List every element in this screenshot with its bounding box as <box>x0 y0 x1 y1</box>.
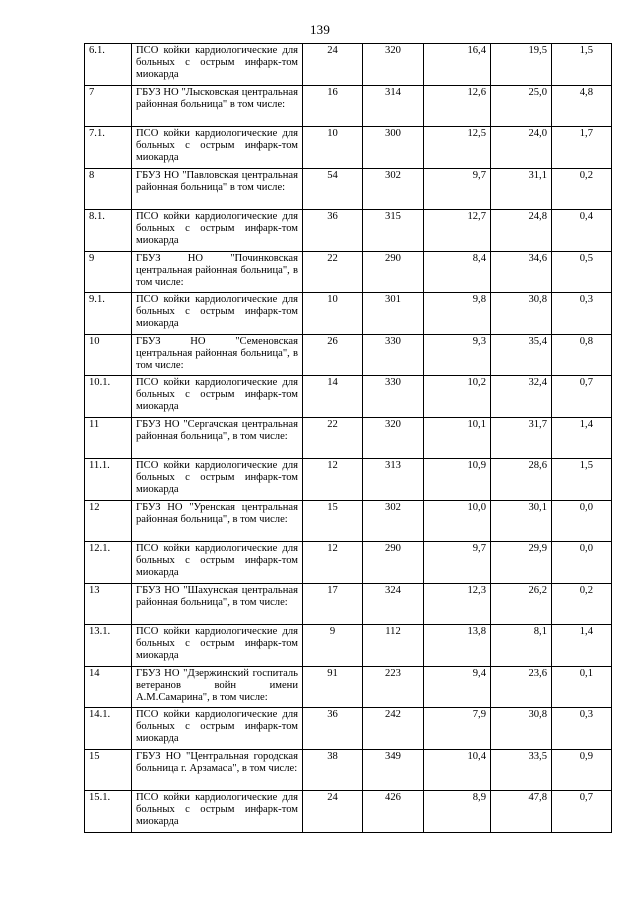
facility-name-cell: ГБУЗ НО "Шахунская центральная районная больница", в том числе: <box>132 583 303 625</box>
value-cell-5: 0,2 <box>552 168 612 210</box>
value-cell-1: 9 <box>303 625 363 667</box>
value-cell-4: 35,4 <box>491 334 552 376</box>
value-cell-5: 1,4 <box>552 625 612 667</box>
value-cell-2: 330 <box>363 376 424 418</box>
facility-name-cell: ГБУЗ НО "Центральная городская больница г. Арзамаса", в том числе: <box>132 749 303 791</box>
facility-name-cell: ГБУЗ НО "Семеновская центральная районная больница", в том числе: <box>132 334 303 376</box>
value-cell-2: 300 <box>363 127 424 169</box>
table-row <box>85 210 612 252</box>
row-number-cell: 11.1. <box>85 459 132 501</box>
value-cell-3: 7,9 <box>424 708 491 750</box>
page-number: 139 <box>309 22 331 37</box>
value-cell-5: 0,9 <box>552 749 612 791</box>
table-row <box>85 459 612 501</box>
value-cell-5: 1,4 <box>552 417 612 459</box>
value-cell-1: 26 <box>303 334 363 376</box>
value-cell-5: 0,8 <box>552 334 612 376</box>
facility-name-cell: ГБУЗ НО "Починковская центральная районная больница", в том числе: <box>132 251 303 293</box>
row-number-cell: 13 <box>85 583 132 625</box>
value-cell-5: 0,2 <box>552 583 612 625</box>
table-row <box>85 417 612 459</box>
value-cell-4: 34,6 <box>491 251 552 293</box>
value-cell-3: 9,4 <box>424 666 491 708</box>
facility-name-cell: ПСО койки кардиологические для больных с острым инфарк-том миокарда <box>132 625 303 667</box>
bed-statistics-table <box>84 43 612 833</box>
value-cell-2: 313 <box>363 459 424 501</box>
value-cell-2: 290 <box>363 251 424 293</box>
value-cell-4: 24,8 <box>491 210 552 252</box>
table-row <box>85 334 612 376</box>
value-cell-5: 0,0 <box>552 500 612 542</box>
facility-name-cell: ПСО койки кардиологические для больных с острым инфарк-том миокарда <box>132 210 303 252</box>
value-cell-1: 15 <box>303 500 363 542</box>
value-cell-4: 30,1 <box>491 500 552 542</box>
value-cell-1: 38 <box>303 749 363 791</box>
value-cell-1: 10 <box>303 293 363 335</box>
value-cell-4: 26,2 <box>491 583 552 625</box>
facility-name-cell: ГБУЗ НО "Лысковская центральная районная больница" в том числе: <box>132 85 303 127</box>
value-cell-4: 28,6 <box>491 459 552 501</box>
table-row <box>85 749 612 791</box>
value-cell-3: 10,0 <box>424 500 491 542</box>
value-cell-5: 1,5 <box>552 44 612 86</box>
row-number-cell: 10.1. <box>85 376 132 418</box>
table-row <box>85 708 612 750</box>
value-cell-1: 54 <box>303 168 363 210</box>
value-cell-1: 36 <box>303 708 363 750</box>
value-cell-1: 10 <box>303 127 363 169</box>
value-cell-2: 426 <box>363 791 424 833</box>
value-cell-5: 0,0 <box>552 542 612 584</box>
row-number-cell: 15.1. <box>85 791 132 833</box>
value-cell-4: 29,9 <box>491 542 552 584</box>
table-row <box>85 791 612 833</box>
value-cell-5: 4,8 <box>552 85 612 127</box>
value-cell-5: 1,7 <box>552 127 612 169</box>
row-number-cell: 12.1. <box>85 542 132 584</box>
value-cell-3: 10,4 <box>424 749 491 791</box>
value-cell-4: 8,1 <box>491 625 552 667</box>
table-row <box>85 85 612 127</box>
value-cell-3: 10,1 <box>424 417 491 459</box>
value-cell-3: 9,7 <box>424 168 491 210</box>
value-cell-1: 12 <box>303 542 363 584</box>
value-cell-2: 320 <box>363 44 424 86</box>
value-cell-2: 301 <box>363 293 424 335</box>
value-cell-4: 23,6 <box>491 666 552 708</box>
table-row <box>85 127 612 169</box>
value-cell-2: 223 <box>363 666 424 708</box>
value-cell-1: 24 <box>303 791 363 833</box>
table-row <box>85 168 612 210</box>
row-number-cell: 14.1. <box>85 708 132 750</box>
table-row <box>85 666 612 708</box>
table-row <box>85 625 612 667</box>
row-number-cell: 7 <box>85 85 132 127</box>
value-cell-4: 24,0 <box>491 127 552 169</box>
facility-name-cell: ГБУЗ НО "Сергачская центральная районная больница", в том числе: <box>132 417 303 459</box>
value-cell-3: 8,9 <box>424 791 491 833</box>
facility-name-cell: ПСО койки кардиологические для больных с острым инфарк-том миокарда <box>132 791 303 833</box>
value-cell-3: 10,2 <box>424 376 491 418</box>
value-cell-3: 16,4 <box>424 44 491 86</box>
value-cell-4: 31,1 <box>491 168 552 210</box>
value-cell-3: 12,5 <box>424 127 491 169</box>
table-row <box>85 293 612 335</box>
table-row <box>85 500 612 542</box>
value-cell-3: 8,4 <box>424 251 491 293</box>
value-cell-1: 14 <box>303 376 363 418</box>
row-number-cell: 9.1. <box>85 293 132 335</box>
value-cell-3: 12,7 <box>424 210 491 252</box>
value-cell-1: 36 <box>303 210 363 252</box>
row-number-cell: 11 <box>85 417 132 459</box>
value-cell-1: 91 <box>303 666 363 708</box>
value-cell-1: 24 <box>303 44 363 86</box>
table-row <box>85 376 612 418</box>
value-cell-3: 9,8 <box>424 293 491 335</box>
value-cell-4: 30,8 <box>491 708 552 750</box>
value-cell-2: 324 <box>363 583 424 625</box>
value-cell-2: 290 <box>363 542 424 584</box>
table-row <box>85 251 612 293</box>
facility-name-cell: ПСО койки кардиологические для больных с острым инфарк-том миокарда <box>132 293 303 335</box>
value-cell-5: 0,5 <box>552 251 612 293</box>
value-cell-5: 0,7 <box>552 791 612 833</box>
row-number-cell: 7.1. <box>85 127 132 169</box>
value-cell-2: 349 <box>363 749 424 791</box>
value-cell-1: 22 <box>303 417 363 459</box>
value-cell-5: 0,4 <box>552 210 612 252</box>
facility-name-cell: ПСО койки кардиологические для больных с острым инфарк-том миокарда <box>132 542 303 584</box>
value-cell-1: 22 <box>303 251 363 293</box>
value-cell-3: 9,3 <box>424 334 491 376</box>
row-number-cell: 9 <box>85 251 132 293</box>
value-cell-3: 10,9 <box>424 459 491 501</box>
value-cell-5: 1,5 <box>552 459 612 501</box>
facility-name-cell: ПСО койки кардиологические для больных с острым инфарк-том миокарда <box>132 376 303 418</box>
row-number-cell: 12 <box>85 500 132 542</box>
value-cell-3: 12,6 <box>424 85 491 127</box>
row-number-cell: 15 <box>85 749 132 791</box>
facility-name-cell: ПСО койки кардиологические для больных с острым инфарк-том миокарда <box>132 459 303 501</box>
value-cell-2: 330 <box>363 334 424 376</box>
value-cell-4: 19,5 <box>491 44 552 86</box>
value-cell-5: 0,3 <box>552 708 612 750</box>
row-number-cell: 10 <box>85 334 132 376</box>
table-body <box>85 44 612 833</box>
facility-name-cell: ГБУЗ НО "Уренская центральная районная больница", в том числе: <box>132 500 303 542</box>
value-cell-5: 0,3 <box>552 293 612 335</box>
value-cell-5: 0,7 <box>552 376 612 418</box>
value-cell-2: 320 <box>363 417 424 459</box>
value-cell-4: 30,8 <box>491 293 552 335</box>
value-cell-4: 32,4 <box>491 376 552 418</box>
value-cell-4: 25,0 <box>491 85 552 127</box>
facility-name-cell: ГБУЗ НО "Павловская центральная районная больница" в том числе: <box>132 168 303 210</box>
table-row <box>85 542 612 584</box>
table-row <box>85 44 612 86</box>
value-cell-3: 13,8 <box>424 625 491 667</box>
value-cell-2: 112 <box>363 625 424 667</box>
row-number-cell: 14 <box>85 666 132 708</box>
row-number-cell: 13.1. <box>85 625 132 667</box>
value-cell-1: 16 <box>303 85 363 127</box>
value-cell-2: 302 <box>363 500 424 542</box>
value-cell-3: 9,7 <box>424 542 491 584</box>
value-cell-5: 0,1 <box>552 666 612 708</box>
value-cell-2: 242 <box>363 708 424 750</box>
facility-name-cell: ГБУЗ НО "Дзержинский госпиталь ветеранов войн имени А.М.Самарина", в том числе: <box>132 666 303 708</box>
value-cell-4: 31,7 <box>491 417 552 459</box>
value-cell-3: 12,3 <box>424 583 491 625</box>
row-number-cell: 6.1. <box>85 44 132 86</box>
facility-name-cell: ПСО койки кардиологические для больных с острым инфарк-том миокарда <box>132 127 303 169</box>
value-cell-2: 302 <box>363 168 424 210</box>
value-cell-4: 47,8 <box>491 791 552 833</box>
value-cell-2: 314 <box>363 85 424 127</box>
table-row <box>85 583 612 625</box>
row-number-cell: 8.1. <box>85 210 132 252</box>
value-cell-1: 17 <box>303 583 363 625</box>
facility-name-cell: ПСО койки кардиологические для больных с острым инфарк-том миокарда <box>132 708 303 750</box>
row-number-cell: 8 <box>85 168 132 210</box>
value-cell-4: 33,5 <box>491 749 552 791</box>
facility-name-cell: ПСО койки кардиологические для больных с острым инфарк-том миокарда <box>132 44 303 86</box>
value-cell-2: 315 <box>363 210 424 252</box>
value-cell-1: 12 <box>303 459 363 501</box>
